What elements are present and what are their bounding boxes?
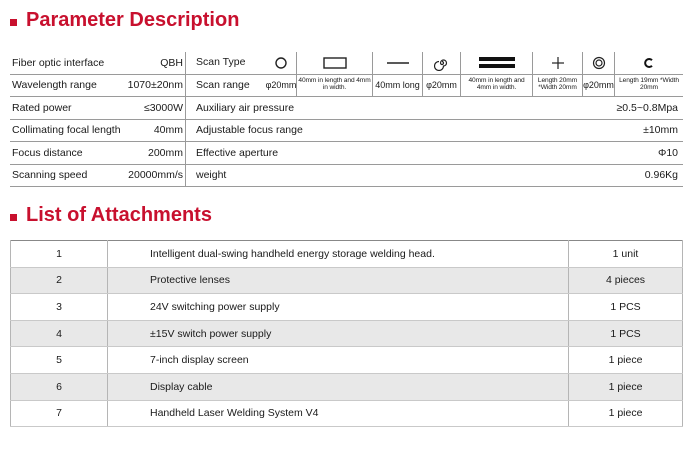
attachments-table xyxy=(10,240,683,427)
param-row xyxy=(10,52,683,75)
table-row xyxy=(11,267,683,294)
param-label: Focus distance xyxy=(12,146,83,159)
table-row xyxy=(11,294,683,321)
scan-range-value: φ20mm xyxy=(422,75,460,97)
row-quantity: 1 piece xyxy=(569,373,683,400)
row-item: 24V switching power supply xyxy=(108,294,569,321)
row-quantity: 1 unit xyxy=(569,241,683,268)
param-value: 200mm xyxy=(147,146,183,159)
scan-range-value: φ20mm xyxy=(265,79,297,90)
row-number: 4 xyxy=(11,320,108,347)
circle-icon xyxy=(266,52,296,74)
param-value: ≤3000W xyxy=(143,101,183,114)
scan-range-value: φ20mm xyxy=(582,75,614,97)
param-left-cell xyxy=(10,142,186,164)
param-left-cell xyxy=(10,165,186,187)
line-icon xyxy=(372,52,422,74)
row-quantity: 1 PCS xyxy=(569,294,683,321)
param-label: Auxiliary air pressure xyxy=(196,101,295,114)
row-quantity: 1 piece xyxy=(569,347,683,374)
title-bullet-icon xyxy=(10,214,17,221)
param-label: weight xyxy=(196,169,227,182)
row-number: 2 xyxy=(11,267,108,294)
param-label: Collimating focal length xyxy=(12,124,121,137)
rectangle-icon xyxy=(296,52,372,74)
param-row xyxy=(10,120,683,143)
scan-range-value: Length 20mm *Width 20mm xyxy=(532,75,582,97)
scan-type-label: Scan Type xyxy=(196,56,246,69)
scan-range-value: 40mm in length and 4mm in width. xyxy=(460,75,532,97)
param-row xyxy=(10,97,683,120)
spiral-icon xyxy=(422,52,460,74)
row-quantity: 4 pieces xyxy=(569,267,683,294)
row-number: 3 xyxy=(11,294,108,321)
param-right-cell xyxy=(186,120,683,142)
param-left-cell xyxy=(10,52,186,74)
param-label: Scanning speed xyxy=(12,169,88,182)
row-number: 7 xyxy=(11,400,108,427)
param-label: Rated power xyxy=(12,101,72,114)
row-item: Intelligent dual-swing handheld energy storage welding head. xyxy=(108,241,569,268)
row-number: 5 xyxy=(11,347,108,374)
param-right-cell xyxy=(186,142,683,164)
open-c-icon xyxy=(614,52,683,74)
param-left-cell xyxy=(10,97,186,119)
title-bullet-icon xyxy=(10,19,17,26)
table-row xyxy=(11,320,683,347)
table-row xyxy=(11,347,683,374)
row-number: 1 xyxy=(11,241,108,268)
scan-range-cells xyxy=(186,75,683,97)
param-row xyxy=(10,75,683,98)
row-item: ±15V switch power supply xyxy=(108,320,569,347)
attachments-title-text: List of Attachments xyxy=(26,204,212,226)
param-value: 1070±20nm xyxy=(127,79,183,92)
param-label: Wavelength range xyxy=(12,79,97,92)
scan-range-label: Scan range xyxy=(196,78,250,91)
scan-range-value: 40mm long xyxy=(372,75,422,97)
param-value: 0.96Kg xyxy=(644,169,678,182)
parameter-section-title xyxy=(10,9,239,32)
param-right-cell xyxy=(186,97,683,119)
thick-band-icon xyxy=(460,52,532,74)
param-value: 20000mm/s xyxy=(128,169,183,182)
scan-range-value: Length 19mm *Width 20mm xyxy=(614,75,683,97)
param-row xyxy=(10,165,683,188)
param-right-cell xyxy=(186,165,683,187)
param-value: Φ10 xyxy=(657,146,678,159)
parameter-table xyxy=(10,52,683,187)
cross-icon xyxy=(532,52,582,74)
param-value: ≥0.5~0.8Mpa xyxy=(616,101,678,114)
param-label: Fiber optic interface xyxy=(12,56,105,69)
parameter-title-text: Parameter Description xyxy=(26,9,240,31)
scan-type-cells xyxy=(186,52,683,74)
double-circle-icon xyxy=(582,52,614,74)
param-label: Adjustable focus range xyxy=(196,124,303,137)
row-item: Handheld Laser Welding System V4 xyxy=(108,400,569,427)
param-left-cell xyxy=(10,75,186,97)
attachments-section-title xyxy=(10,204,212,227)
row-item: 7-inch display screen xyxy=(108,347,569,374)
param-row xyxy=(10,142,683,165)
table-row xyxy=(11,400,683,427)
row-item: Display cable xyxy=(108,373,569,400)
scan-range-value: 40mm in length and 4mm in width. xyxy=(296,75,372,97)
table-row xyxy=(11,373,683,400)
param-value: QBH xyxy=(160,56,183,69)
param-value: ±10mm xyxy=(643,124,678,137)
param-label: Effective aperture xyxy=(196,146,279,159)
row-number: 6 xyxy=(11,373,108,400)
table-row xyxy=(11,241,683,268)
row-item: Protective lenses xyxy=(108,267,569,294)
param-left-cell xyxy=(10,120,186,142)
param-value: 40mm xyxy=(153,124,183,137)
row-quantity: 1 piece xyxy=(569,400,683,427)
row-quantity: 1 PCS xyxy=(569,320,683,347)
